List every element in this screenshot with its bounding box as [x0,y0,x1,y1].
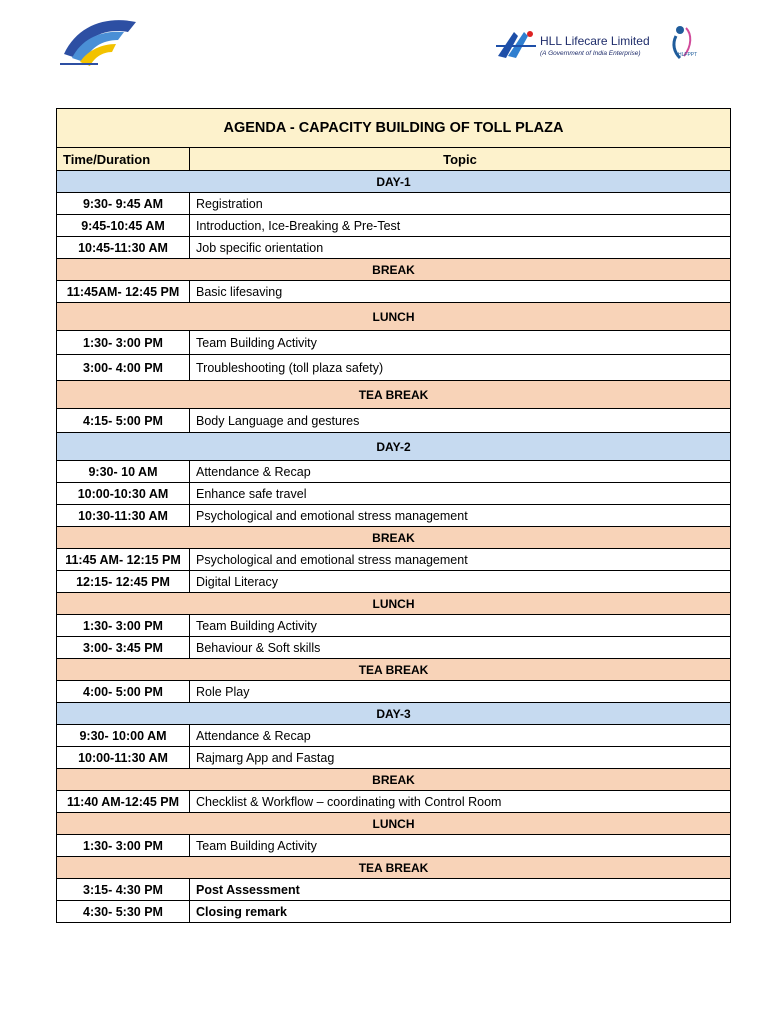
session-time: 10:45-11:30 AM [57,237,190,259]
break-row [57,381,731,409]
break-row [57,527,731,549]
break-label: BREAK [57,259,731,281]
break-label: TEA BREAK [57,381,731,409]
break-row [57,259,731,281]
hll-emblem-icon [494,26,538,62]
table-row [57,637,731,659]
hll-company-subtitle: (A Government of India Enterprise) [540,50,641,57]
break-row [57,303,731,331]
day-header-row [57,433,731,461]
session-topic: Psychological and emotional stress management [190,505,731,527]
session-topic: Psychological and emotional stress management [190,549,731,571]
session-topic: Rajmarg App and Fastag [190,747,731,769]
session-time: 11:45AM- 12:45 PM [57,281,190,303]
table-row [57,791,731,813]
table-row [57,835,731,857]
session-topic: Job specific orientation [190,237,731,259]
table-row [57,725,731,747]
partner-logos [494,22,734,66]
session-time: 10:30-11:30 AM [57,505,190,527]
table-row [57,483,731,505]
day-label: DAY-2 [57,433,731,461]
nhai-logo [58,14,138,68]
table-row [57,879,731,901]
agenda-table [56,108,731,923]
break-label: LUNCH [57,593,731,615]
session-time: 11:45 AM- 12:15 PM [57,549,190,571]
table-row [57,747,731,769]
header-time: Time/Duration [57,148,190,171]
table-row [57,571,731,593]
session-time: 10:00-11:30 AM [57,747,190,769]
table-row [57,505,731,527]
table-row [57,281,731,303]
table-row [57,461,731,483]
session-topic: Body Language and gestures [190,409,731,433]
session-time: 4:15- 5:00 PM [57,409,190,433]
session-topic: Basic lifesaving [190,281,731,303]
session-time: 1:30- 3:00 PM [57,835,190,857]
session-time: 4:30- 5:30 PM [57,901,190,923]
session-time: 4:00- 5:00 PM [57,681,190,703]
break-label: BREAK [57,769,731,791]
session-topic: Team Building Activity [190,331,731,355]
break-label: BREAK [57,527,731,549]
session-topic: Troubleshooting (toll plaza safety) [190,355,731,381]
day-header-row [57,171,731,193]
day-label: DAY-3 [57,703,731,725]
break-row [57,857,731,879]
table-row [57,409,731,433]
agenda-body [57,171,731,923]
session-topic: Introduction, Ice-Breaking & Pre-Test [190,215,731,237]
agenda-header-row [57,148,731,171]
session-time: 10:00-10:30 AM [57,483,190,505]
table-row [57,355,731,381]
session-time: 9:30- 10 AM [57,461,190,483]
session-time: 3:15- 4:30 PM [57,879,190,901]
break-row [57,769,731,791]
day-label: DAY-1 [57,171,731,193]
break-row [57,593,731,615]
break-label: TEA BREAK [57,659,731,681]
session-time: 3:00- 3:45 PM [57,637,190,659]
session-time: 9:30- 10:00 AM [57,725,190,747]
agenda-title-row [57,109,731,148]
table-row [57,331,731,355]
session-topic: Behaviour & Soft skills [190,637,731,659]
table-row [57,193,731,215]
session-topic: Role Play [190,681,731,703]
session-time: 9:30- 9:45 AM [57,193,190,215]
table-row [57,237,731,259]
session-topic: Team Building Activity [190,835,731,857]
session-topic: Registration [190,193,731,215]
table-row [57,901,731,923]
session-time: 12:15- 12:45 PM [57,571,190,593]
table-row [57,549,731,571]
break-label: TEA BREAK [57,857,731,879]
break-label: LUNCH [57,813,731,835]
table-row [57,681,731,703]
session-topic: Attendance & Recap [190,461,731,483]
table-row [57,215,731,237]
header-topic: Topic [190,148,731,171]
table-row [57,615,731,637]
session-topic: Attendance & Recap [190,725,731,747]
session-topic: Closing remark [190,901,731,923]
session-time: 3:00- 4:00 PM [57,355,190,381]
session-time: 9:45-10:45 AM [57,215,190,237]
session-topic: Digital Literacy [190,571,731,593]
session-topic: Checklist & Workflow – coordinating with Control Room [190,791,731,813]
break-row [57,813,731,835]
break-label: LUNCH [57,303,731,331]
session-time: 11:40 AM-12:45 PM [57,791,190,813]
hll-company-name: HLL Lifecare Limited [540,34,650,48]
day-header-row [57,703,731,725]
session-time: 1:30- 3:00 PM [57,615,190,637]
session-topic: Team Building Activity [190,615,731,637]
session-topic: Post Assessment [190,879,731,901]
hlfppt-logo-text: HLFPPT [678,52,698,58]
session-time: 1:30- 3:00 PM [57,331,190,355]
agenda-title: AGENDA - CAPACITY BUILDING OF TOLL PLAZA [57,109,731,148]
break-row [57,659,731,681]
session-topic: Enhance safe travel [190,483,731,505]
